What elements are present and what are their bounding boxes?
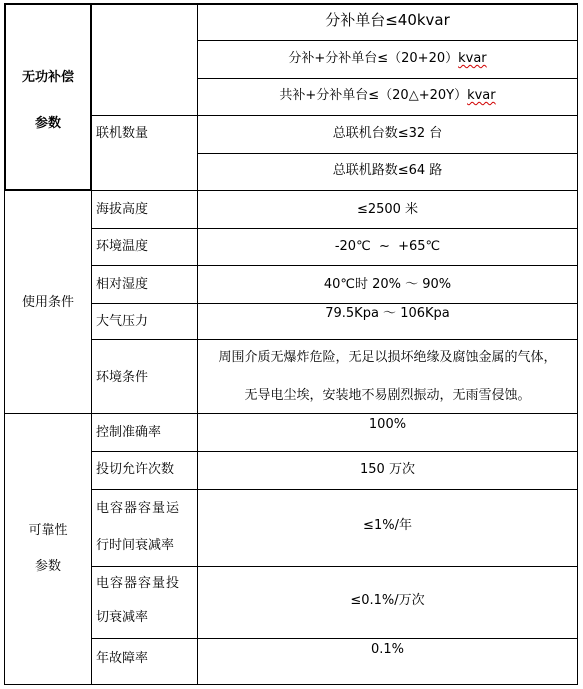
link-count-value1: 总联机台数≤32 台: [332, 126, 443, 141]
table-border-right: [577, 3, 578, 685]
row-divider: [91, 228, 577, 229]
group-reactive-label-line2: 参数: [34, 116, 61, 131]
column-divider: [90, 3, 92, 191]
row-divider: [91, 303, 577, 304]
accuracy-label: 控制准确率: [96, 425, 162, 440]
reactive-row1-value: 分补单台≤40kvar: [325, 11, 450, 29]
decay-switch-value: ≤0.1%/万次: [350, 593, 425, 608]
group-reliability-label-line2: 参数: [34, 559, 61, 574]
table-border-left: [4, 190, 5, 685]
group-divider: [4, 189, 92, 191]
temperature-label: 环境温度: [96, 239, 149, 254]
row-divider: [198, 78, 577, 79]
switch-count-value: 150 万次: [360, 462, 415, 477]
environment-label: 环境条件: [96, 370, 149, 385]
row-divider: [91, 566, 577, 567]
row-divider: [198, 153, 577, 154]
pressure-label: 大气压力: [96, 314, 149, 329]
reactive-row3-unit: kvar: [467, 88, 496, 103]
temperature-value: -20℃ ~ +65℃: [334, 239, 441, 254]
group-reliability-label-line1: 可靠性: [28, 523, 68, 538]
switch-count-label: 投切允许次数: [96, 462, 175, 477]
row-divider: [91, 638, 577, 639]
decay-run-label-line2: 行时间衰减率: [96, 538, 175, 553]
row-divider: [91, 489, 577, 490]
humidity-value: 40℃时 20% ～ 90%: [323, 277, 452, 292]
reactive-row2-value: [198, 50, 577, 68]
reactive-row2-unit: kvar: [458, 51, 487, 66]
table-border-bottom: [4, 684, 577, 685]
failure-rate-value: 0.1%: [370, 642, 405, 657]
altitude-value: ≤2500 米: [356, 202, 419, 217]
reactive-row3-text: 共补+分补单台≤（20△+20Y）: [279, 88, 468, 103]
row-divider: [91, 451, 577, 452]
row-divider: [91, 115, 577, 116]
environment-value-line1: 周围介质无爆炸危险，无足以损坏绝缘及腐蚀金属的气体，: [218, 350, 557, 365]
failure-rate-label: 年故障率: [96, 651, 149, 666]
row-divider: [91, 190, 577, 191]
reactive-row3-value: [198, 87, 577, 105]
altitude-label: 海拔高度: [96, 202, 149, 217]
link-count-value2: 总联机路数≤64 路: [332, 163, 443, 178]
humidity-label: 相对湿度: [96, 277, 149, 292]
decay-run-label-line1: 电容器容量运: [96, 501, 181, 516]
table-border-left: [4, 3, 6, 191]
row-divider: [91, 265, 577, 266]
environment-value-line2: 无导电尘埃，安装地不易剧烈振动，无雨雪侵蚀。: [244, 388, 531, 403]
row-divider: [91, 339, 577, 340]
column-divider: [197, 3, 198, 685]
decay-run-value: ≤1%/年: [363, 518, 412, 533]
reactive-row2-text: 分补+分补单台≤（20+20）: [288, 51, 459, 66]
group-reactive-label-line1: 无功补偿: [21, 70, 74, 85]
group-divider: [4, 413, 577, 414]
row-divider: [198, 40, 577, 41]
decay-switch-label-line2: 切衰减率: [96, 610, 149, 625]
pressure-value: 79.5Kpa ～ 106Kpa: [325, 306, 450, 321]
accuracy-value: 100%: [368, 417, 407, 432]
decay-switch-label-line1: 电容器容量投: [96, 576, 181, 591]
column-divider: [91, 190, 92, 685]
group-usage-label: 使用条件: [21, 295, 74, 310]
link-count-label: 联机数量: [96, 126, 149, 141]
